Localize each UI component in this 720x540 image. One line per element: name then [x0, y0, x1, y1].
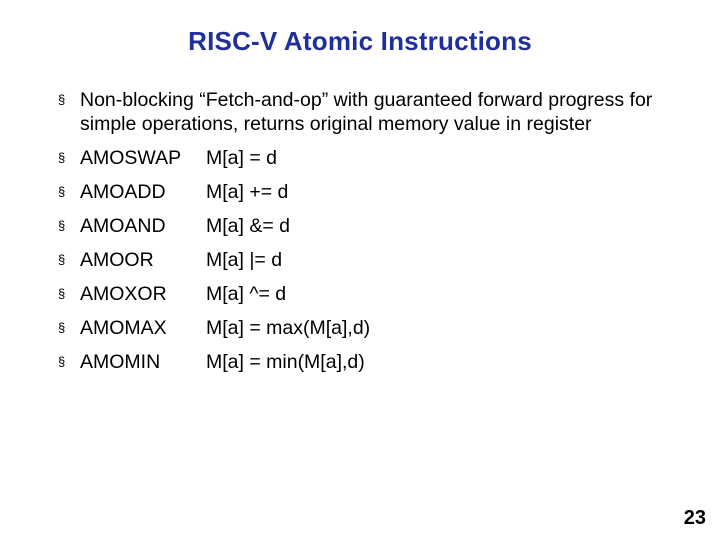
bullet-list — [58, 88, 658, 384]
bullet-amoswap — [58, 146, 658, 170]
bullet-icon: § — [58, 218, 66, 233]
instruction-name: AMOOR — [80, 249, 154, 271]
bullet-icon: § — [58, 184, 66, 199]
bullet-amomin — [58, 350, 658, 374]
bullet-amoor — [58, 248, 658, 272]
intro-text: Non-blocking “Fetch-and-op” with guaranteed forward progress for simple operations, returns original memory value in register — [80, 89, 653, 135]
instruction-op: M[a] |= d — [206, 249, 283, 271]
instruction-name: AMOSWAP — [80, 147, 182, 169]
instruction-op: M[a] += d — [206, 181, 289, 203]
bullet-icon: § — [58, 150, 66, 165]
bullet-amoxor — [58, 282, 658, 306]
instruction-op: M[a] ^= d — [206, 283, 287, 305]
instruction-op: M[a] = min(M[a],d) — [206, 351, 365, 373]
bullet-icon: § — [58, 286, 66, 301]
page-number: 23 — [683, 507, 706, 529]
bullet-icon: § — [58, 252, 66, 267]
bullet-amoadd — [58, 180, 658, 204]
instruction-name: AMOMIN — [80, 351, 161, 373]
bullet-amoand — [58, 214, 658, 238]
instruction-name: AMOAND — [80, 215, 166, 237]
instruction-name: AMOXOR — [80, 283, 167, 305]
instruction-name: AMOMAX — [80, 317, 167, 339]
bullet-icon: § — [58, 354, 66, 369]
instruction-op: M[a] &= d — [206, 215, 290, 237]
bullet-icon: § — [58, 92, 66, 107]
slide-title: RISC-V Atomic Instructions — [188, 26, 532, 56]
bullet-amomax — [58, 316, 658, 340]
instruction-op: M[a] = max(M[a],d) — [206, 317, 371, 339]
bullet-intro — [58, 88, 658, 136]
instruction-name: AMOADD — [80, 181, 166, 203]
instruction-op: M[a] = d — [206, 147, 277, 169]
bullet-icon: § — [58, 320, 66, 335]
